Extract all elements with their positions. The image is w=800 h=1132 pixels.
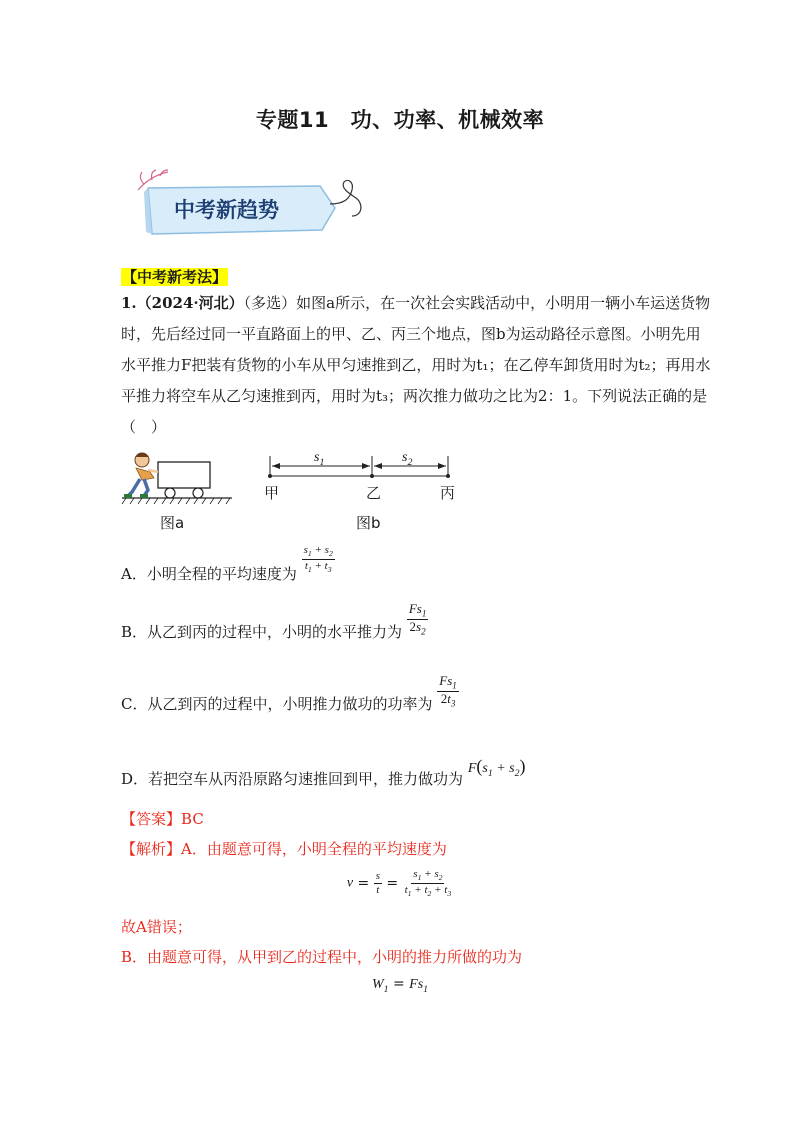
option-a[interactable]	[121, 544, 335, 589]
label-s2: $s_2$	[402, 450, 413, 468]
option-b-formula: $\frac{Fs_1}{2s_2}$	[408, 601, 427, 637]
question-number: 1.	[121, 294, 137, 312]
option-a-formula: $\frac{s_1 + s_2}{t_1 + t_3}$	[303, 544, 333, 575]
section-banner	[130, 168, 370, 246]
formula-work-w1: $W_1 = Fs_1$	[371, 976, 429, 995]
analysis-text-a: A．由题意可得，小明全程的平均速度为	[181, 840, 447, 858]
point-bing: 丙	[440, 484, 456, 502]
analysis-line-1	[121, 838, 447, 859]
answer-label: 【答案】	[121, 810, 182, 828]
option-a-text: A．小明全程的平均速度为	[121, 565, 297, 584]
option-b-text: B．从乙到丙的过程中，小明的水平推力为	[121, 623, 403, 642]
banner-text: 中考新趋势	[174, 198, 279, 222]
option-d-formula: $F(s_1 + s_2)$	[467, 756, 526, 779]
page-title: 专题11 功、功率、机械效率	[255, 108, 545, 132]
formula-average-speed: v = $\frac{s}{t}$ = $\frac{s_1 + s_2}{t_1 + t_2 + t_3}$	[346, 868, 452, 899]
path-diagram	[260, 448, 470, 508]
question-line-5: （ ）	[121, 418, 167, 436]
question-line-4: 平推力将空车从乙匀速推到丙，用时为t₃；两次推力做功之比为2：1。下列说法正确的是	[121, 387, 708, 405]
label-s1: $s_1$	[314, 450, 325, 468]
figure-b	[260, 448, 470, 508]
question-text: （多选）如图a所示，在一次社会实践活动中，小明用一辆小车运送货物	[243, 294, 711, 312]
question-line-3: 水平推力F把装有货物的小车从甲匀速推到乙，用时为t₁；在乙停车卸货用时为t₂；再用水	[121, 356, 711, 374]
figure-a	[120, 448, 240, 508]
point-yi: 乙	[366, 484, 382, 502]
answer-value: BC	[181, 810, 204, 828]
option-d[interactable]	[121, 756, 526, 788]
point-jia: 甲	[264, 484, 280, 502]
question-line-2: 时，先后经过同一平直路面上的甲、乙、丙三个地点，图b为运动路径示意图。小明先用	[121, 325, 701, 343]
question-source: （2024·河北）	[136, 294, 244, 312]
analysis-conclusion-a: 故A错误；	[121, 918, 192, 936]
figure-a-caption: 图a	[160, 514, 185, 532]
option-c-text: C．从乙到丙的过程中，小明推力做功的功率为	[121, 695, 433, 714]
option-d-text: D．若把空车从丙沿原路匀速推回到甲，推力做功为	[121, 769, 464, 788]
analysis-label: 【解析】	[121, 840, 182, 858]
answer-line	[121, 808, 204, 829]
option-b[interactable]	[121, 601, 428, 649]
analysis-line-b: B．由题意可得，从甲到乙的过程中，小明的推力所做的功为	[121, 948, 523, 966]
question-line-1	[121, 292, 710, 313]
option-c[interactable]	[121, 673, 459, 721]
option-c-formula: $\frac{Fs_1}{2t_3}$	[439, 673, 457, 709]
figure-b-caption: 图b	[356, 514, 381, 532]
section-label: 【中考新考法】	[122, 268, 228, 286]
boy-pushing-cart-icon	[120, 448, 240, 508]
